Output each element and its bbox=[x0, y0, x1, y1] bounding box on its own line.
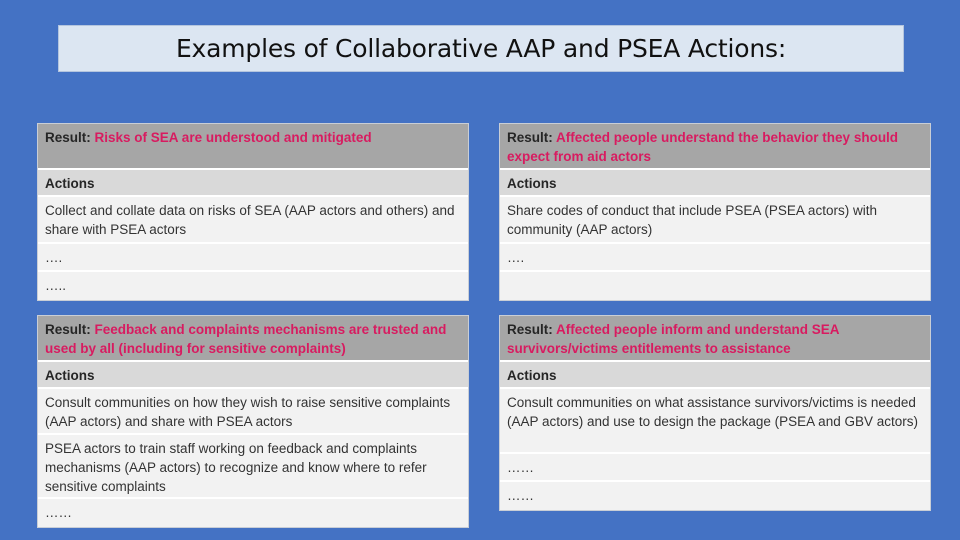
action-item: …… bbox=[500, 454, 930, 482]
result-label: Result: bbox=[45, 322, 91, 337]
action-item: …. bbox=[500, 244, 930, 272]
result-row bbox=[38, 316, 468, 362]
action-item: Share codes of conduct that include PSEA (PSEA actors) with community (AAP actors) bbox=[500, 197, 930, 244]
slide-title-box bbox=[58, 25, 904, 72]
result-text: Risks of SEA are understood and mitigated bbox=[94, 130, 372, 145]
result-label: Result: bbox=[507, 322, 553, 337]
action-item: Collect and collate data on risks of SEA (AAP actors and others) and share with PSEA actors bbox=[38, 197, 468, 244]
result-card-behavior bbox=[499, 123, 931, 301]
result-row bbox=[500, 316, 930, 362]
result-card-entitlements bbox=[499, 315, 931, 511]
result-text: Affected people inform and understand SEA survivors/victims entitlements to assistance bbox=[507, 322, 840, 356]
action-item: …… bbox=[500, 482, 930, 510]
result-card-risks bbox=[37, 123, 469, 301]
actions-header: Actions bbox=[500, 362, 930, 389]
result-row bbox=[38, 124, 468, 170]
action-item: …. bbox=[38, 244, 468, 272]
actions-header: Actions bbox=[38, 170, 468, 197]
result-label: Result: bbox=[45, 130, 91, 145]
result-text: Feedback and complaints mechanisms are trusted and used by all (including for sensitive complaints) bbox=[45, 322, 447, 356]
result-row bbox=[500, 124, 930, 170]
action-item: PSEA actors to train staff working on feedback and complaints mechanisms (AAP actors) to recognize and know where to refer sensitive complaints bbox=[38, 435, 468, 499]
result-card-feedback bbox=[37, 315, 469, 528]
actions-header: Actions bbox=[500, 170, 930, 197]
action-item: Consult communities on how they wish to raise sensitive complaints (AAP actors) and share with PSEA actors bbox=[38, 389, 468, 435]
actions-header: Actions bbox=[38, 362, 468, 389]
action-item bbox=[500, 272, 930, 300]
result-label: Result: bbox=[507, 130, 553, 145]
action-item: Consult communities on what assistance survivors/victims is needed (AAP actors) and use to design the package (PSEA and GBV actors) bbox=[500, 389, 930, 454]
action-item: ….. bbox=[38, 272, 468, 300]
action-item: …… bbox=[38, 499, 468, 527]
slide-title: Examples of Collaborative AAP and PSEA Actions: bbox=[175, 34, 787, 63]
result-text: Affected people understand the behavior they should expect from aid actors bbox=[507, 130, 899, 164]
